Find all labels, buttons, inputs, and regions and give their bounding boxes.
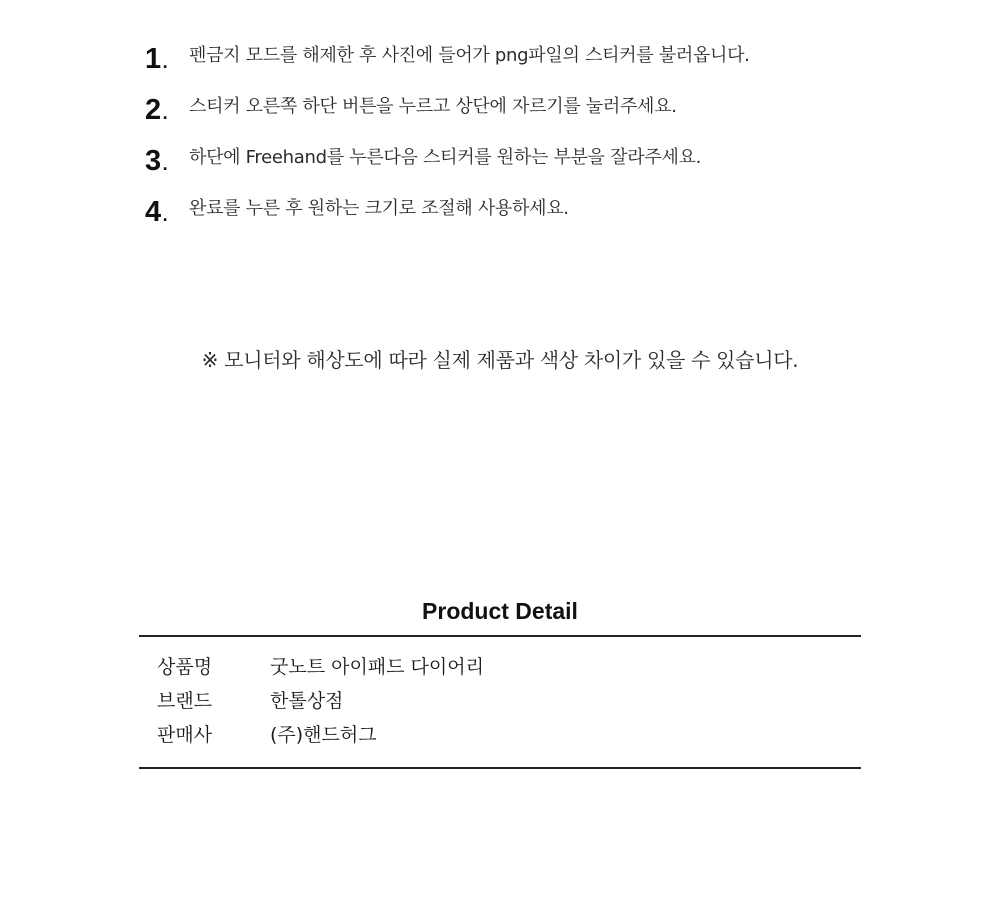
detail-label: 판매사 xyxy=(157,724,213,746)
step-text: 하단에 Freehand를 누른다음 스티커를 원하는 부분을 잘라주세요. xyxy=(189,147,702,168)
step-item xyxy=(145,193,905,244)
detail-value: 굿노트 아이패드 다이어리 xyxy=(270,656,484,678)
step-number: 4 . xyxy=(145,196,168,228)
step-number: 1 . xyxy=(145,43,168,75)
color-notice: ※ 모니터와 해상도에 따라 실제 제품과 색상 차이가 있을 수 있습니다. xyxy=(201,348,799,372)
step-number: 3 . xyxy=(145,145,168,177)
detail-label: 브랜드 xyxy=(157,690,213,712)
bottom-divider xyxy=(139,767,861,769)
step-text: 완료를 누른 후 원하는 크기로 조절해 사용하세요. xyxy=(189,198,569,219)
step-item xyxy=(145,142,905,193)
top-divider xyxy=(139,635,861,637)
product-detail-table xyxy=(157,652,857,754)
product-detail-title: Product Detail xyxy=(422,598,578,624)
detail-value: 한톨상점 xyxy=(270,690,344,712)
detail-label: 상품명 xyxy=(157,656,213,678)
detail-value: (주)핸드허그 xyxy=(270,724,377,746)
step-number: 2 . xyxy=(145,94,168,126)
detail-row-brand xyxy=(157,686,857,720)
detail-row-seller xyxy=(157,720,857,754)
step-item xyxy=(145,91,905,142)
detail-row-product-name xyxy=(157,652,857,686)
step-item xyxy=(145,40,905,91)
step-text: 펜금지 모드를 해제한 후 사진에 들어가 png파일의 스티커를 불러옵니다. xyxy=(189,45,750,66)
instruction-steps xyxy=(145,40,905,244)
step-text: 스티커 오른쪽 하단 버튼을 누르고 상단에 자르기를 눌러주세요. xyxy=(189,96,677,117)
